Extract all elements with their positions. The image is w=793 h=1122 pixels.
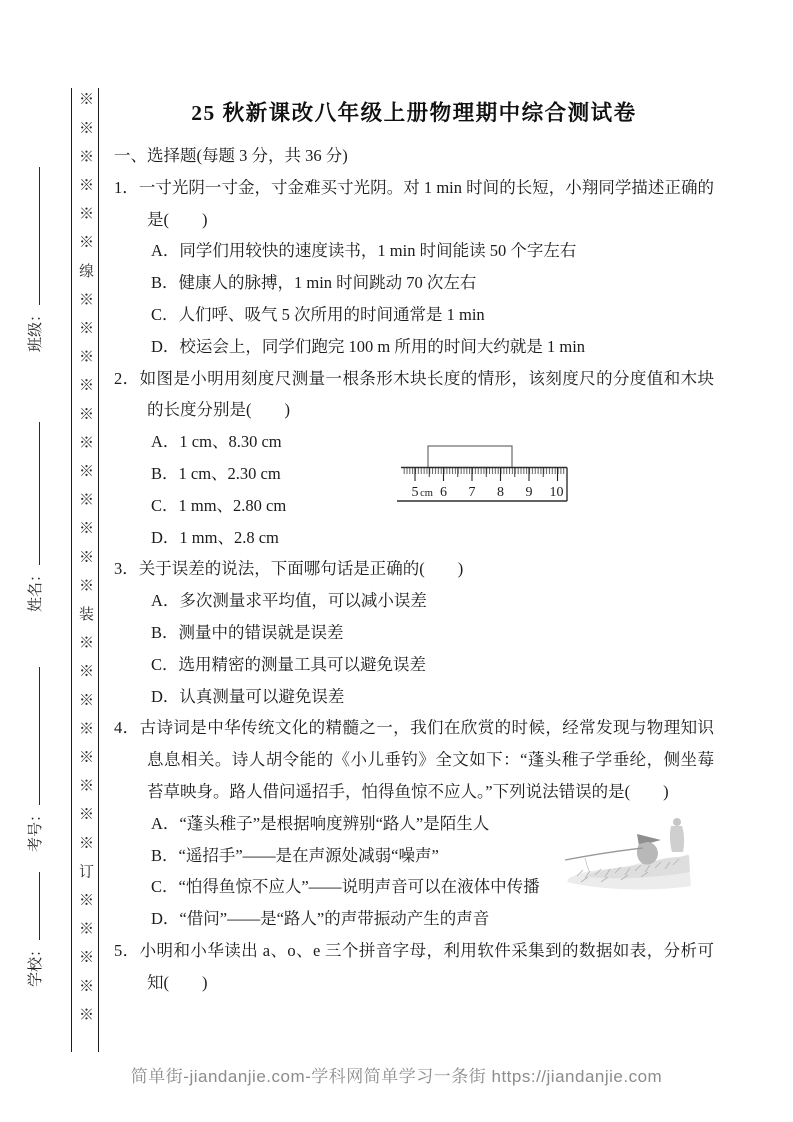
question-2-option-d: D．1 mm、2.8 cm xyxy=(151,527,279,547)
ruler-tick-label: 6 xyxy=(440,485,447,501)
field-class xyxy=(24,150,48,352)
question-1-option-a: A．同学们用较快的速度读书，1 min 时间能读 50 个字左右 xyxy=(151,241,577,261)
field-class-blank xyxy=(25,167,40,305)
question-3-option-d: D．认真测量可以避免误差 xyxy=(151,686,345,706)
field-school-label: 学校： xyxy=(28,941,44,987)
question-2-option-c: C．1 mm、2.80 cm xyxy=(151,495,287,515)
question-5 xyxy=(114,935,714,999)
field-examno-blank xyxy=(25,667,40,805)
ruler-figure xyxy=(395,440,575,506)
watermark-footer: 简单街-jiandanjie.com-学科网简单学习一条街 https://jiandanjie.com xyxy=(130,1067,663,1086)
question-4 xyxy=(114,712,714,935)
question-1 xyxy=(114,172,714,363)
fishing-line xyxy=(585,858,589,871)
ruler-tick-label: 7 xyxy=(468,485,476,501)
ruler-tick-label: 8 xyxy=(497,485,504,501)
ruler-mm-ticks xyxy=(403,468,566,474)
field-examno-label: 考号： xyxy=(28,806,44,852)
fisherman-illustration xyxy=(555,814,695,894)
question-3-option-a: A．多次测量求平均值，可以减小误差 xyxy=(151,591,427,611)
question-1-option-b: B．健康人的脉搏，1 min 时间跳动 70 次左右 xyxy=(151,273,477,293)
question-3-number: 3． xyxy=(114,559,139,579)
question-3 xyxy=(114,553,714,712)
field-examno xyxy=(24,650,48,852)
binding-marks: ※※※※※※缐※※※※※※※※※※※装※※※※※※※※订※※※※※ xyxy=(77,91,93,1035)
question-4-option-a: A．“蓬头稚子”是根据响度辨别“路人”是陌生人 xyxy=(151,813,490,833)
ruler-unit-label: cm xyxy=(420,488,433,500)
ruler-tick-label: 5 xyxy=(411,485,419,501)
question-2 xyxy=(114,363,714,554)
field-name xyxy=(24,405,48,612)
paper-title: 25 秋新课改八年级上册物理期中综合测试卷 xyxy=(191,101,637,125)
field-school-blank xyxy=(25,872,40,940)
ruler-tick-label: 10 xyxy=(549,485,564,501)
field-name-blank xyxy=(25,422,40,565)
ruler-tick-label: 9 xyxy=(525,485,533,501)
question-2-option-b: B．1 cm、2.30 cm xyxy=(151,463,281,483)
question-2-stem: 如图是小明用刻度尺测量一根条形木块长度的情形，该刻度尺的分度值和木块的长度分别是( ) xyxy=(139,368,715,420)
question-4-option-b: B．“遥招手”——是在声源处减弱“噪声” xyxy=(151,845,439,865)
paper-content xyxy=(114,96,714,999)
question-4-option-c: C．“怕得鱼惊不应人”——说明声音可以在液体中传播 xyxy=(151,877,540,897)
question-2-option-a: A．1 cm、8.30 cm xyxy=(151,432,282,452)
question-5-number: 5． xyxy=(114,940,140,960)
question-1-stem: 一寸光阴一寸金，寸金难买寸光阴。对 1 min 时间的长短，小翔同学描述正确的是( ) xyxy=(138,177,715,229)
question-4-stem: 古诗词是中华传统文化的精髓之一，我们在欣赏的时候，经常发现与物理知识息息相关。诗人胡令能的《小儿垂钓》全文如下：“蓬头稚子学垂纶，侧坐莓苔草映身。路人借问遥招手，怕得鱼惊不应人。”下列说法错误的是( ) xyxy=(139,718,715,801)
section-heading: 一、选择题(每题 3 分，共 36 分) xyxy=(114,146,348,165)
question-4-number: 4． xyxy=(114,718,140,738)
question-3-option-c: C．选用精密的测量工具可以避免误差 xyxy=(151,654,427,674)
question-2-number: 2． xyxy=(114,368,140,388)
field-school xyxy=(24,855,48,987)
field-name-label: 姓名： xyxy=(28,566,44,612)
fishing-rod xyxy=(565,848,643,860)
question-1-number: 1． xyxy=(114,177,139,197)
question-4-option-d: D．“借问”——是“路人”的声带振动产生的声音 xyxy=(151,909,490,929)
question-5-stem: 小明和小华读出 a、o、e 三个拼音字母，利用软件采集到的数据如表，分析可知( ) xyxy=(139,940,714,992)
question-1-option-d: D．校运会上，同学们跑完 100 m 所用的时间大约就是 1 min xyxy=(151,336,586,356)
question-3-option-b: B．测量中的错误就是误差 xyxy=(151,622,344,642)
field-class-label: 班级： xyxy=(28,306,44,352)
question-3-stem: 关于误差的说法，下面哪句话是正确的( ) xyxy=(138,559,464,579)
question-1-option-c: C．人们呼、吸气 5 次所用的时间通常是 1 min xyxy=(151,304,485,324)
block-rect xyxy=(428,446,512,468)
binding-line-column xyxy=(71,88,99,1052)
